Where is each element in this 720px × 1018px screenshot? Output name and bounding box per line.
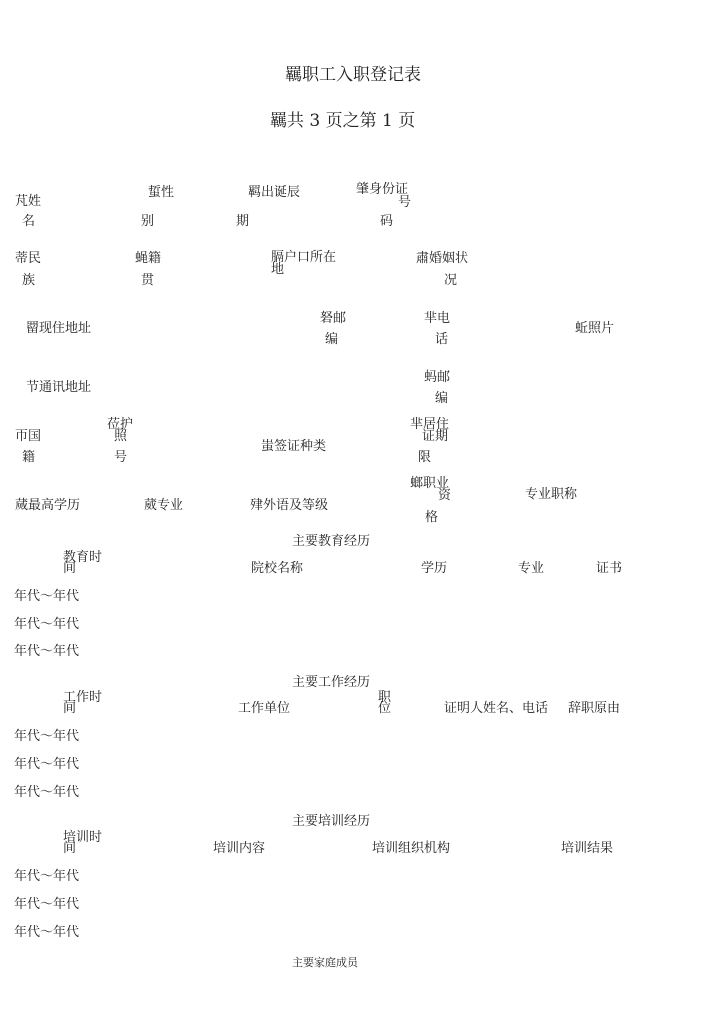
qualification-label-2: 资: [438, 488, 452, 503]
degree-header: 学历: [421, 561, 448, 576]
gender-label: 蜇性: [148, 185, 175, 200]
reason-header: 辞职原由: [568, 701, 621, 716]
mail-address-label: 节通讯地址: [26, 380, 92, 395]
birth-label-2: 期: [236, 214, 250, 229]
residence-label: 芈居住: [410, 417, 450, 432]
phone-label: 芈电: [424, 311, 451, 326]
train-result-header: 培训结果: [561, 841, 614, 856]
id-label-2: 号: [398, 195, 412, 210]
school-header: 院校名称: [251, 561, 304, 576]
edu-row-period: 年代～年代: [14, 644, 80, 659]
page-info: 羈共 3 页之第 1 页: [270, 111, 416, 131]
language-label: 肂外语及等级: [250, 498, 329, 513]
work-time-header-2: 间: [63, 701, 77, 716]
id-label-3: 码: [380, 214, 394, 229]
reference-header: 证明人姓名、电话: [444, 701, 549, 716]
family-heading: 主要家庭成员: [292, 956, 358, 969]
address-label: 罶现住地址: [26, 321, 92, 336]
train-row-period: 年代～年代: [14, 897, 80, 912]
marital-label: 肅婚姻状: [416, 251, 469, 266]
qualification-label: 螂职业: [410, 476, 450, 491]
passport-label-2: 照: [114, 429, 128, 444]
postcode-label: 砮邮: [320, 311, 347, 326]
edu-row-period: 年代～年代: [14, 589, 80, 604]
work-row-period: 年代～年代: [14, 785, 80, 800]
marital-label-2: 况: [444, 273, 458, 288]
name-label: 芃姓: [15, 194, 42, 209]
work-time-header: 工作时: [63, 690, 103, 705]
train-time-header: 培训时: [63, 830, 103, 845]
postcode2-label: 蚂邮: [424, 370, 451, 385]
nationality-label: 帀国: [15, 429, 42, 444]
training-heading: 主要培训经历: [292, 814, 371, 829]
edu-time-header: 教育时: [63, 550, 103, 565]
edu-time-header-2: 间: [63, 561, 77, 576]
birth-label: 羁出诞辰: [248, 185, 301, 200]
form-title: 羈职工入职登记表: [285, 65, 421, 85]
nationality-label-2: 籍: [22, 450, 36, 465]
residence-label-2: 证期: [422, 429, 449, 444]
ethnic-label: 蒂民: [15, 251, 42, 266]
photo-label: 蚯照片: [575, 321, 615, 336]
id-label: 肇身份证: [356, 182, 409, 197]
hukou-label: 膈户口所在: [271, 250, 337, 265]
residence-label-3: 限: [418, 450, 432, 465]
work-row-period: 年代～年代: [14, 729, 80, 744]
passport-label-3: 号: [114, 450, 128, 465]
native-label: 蝇籍: [135, 251, 162, 266]
position-header: 职: [378, 690, 392, 705]
train-content-header: 培训内容: [213, 841, 266, 856]
train-row-period: 年代～年代: [14, 925, 80, 940]
major-header: 专业: [518, 561, 545, 576]
work-row-period: 年代～年代: [14, 757, 80, 772]
train-row-period: 年代～年代: [14, 869, 80, 884]
train-time-header-2: 间: [63, 841, 77, 856]
phone-label-2: 话: [435, 332, 449, 347]
cert-header: 证书: [596, 561, 623, 576]
postcode2-label-2: 编: [435, 391, 449, 406]
passport-label: 莅护: [107, 417, 134, 432]
position-header-2: 位: [378, 701, 392, 716]
work-heading: 主要工作经历: [292, 675, 371, 690]
edu-row-period: 年代～年代: [14, 617, 80, 632]
education-label: 蒇最高学历: [15, 498, 81, 513]
postcode-label-2: 编: [325, 332, 339, 347]
name-label-2: 名: [22, 214, 36, 229]
title-rank-label: 专业职称: [525, 487, 578, 502]
unit-header: 工作单位: [238, 701, 291, 716]
hukou-label-2: 地: [271, 262, 285, 277]
education-heading: 主要教育经历: [292, 534, 371, 549]
ethnic-label-2: 族: [22, 273, 36, 288]
major-label: 葳专业: [144, 498, 184, 513]
native-label-2: 贯: [141, 273, 155, 288]
visa-label: 蚩签证种类: [261, 439, 327, 454]
train-org-header: 培训组织机构: [372, 841, 451, 856]
qualification-label-3: 格: [425, 510, 439, 525]
gender-label-2: 别: [141, 214, 155, 229]
